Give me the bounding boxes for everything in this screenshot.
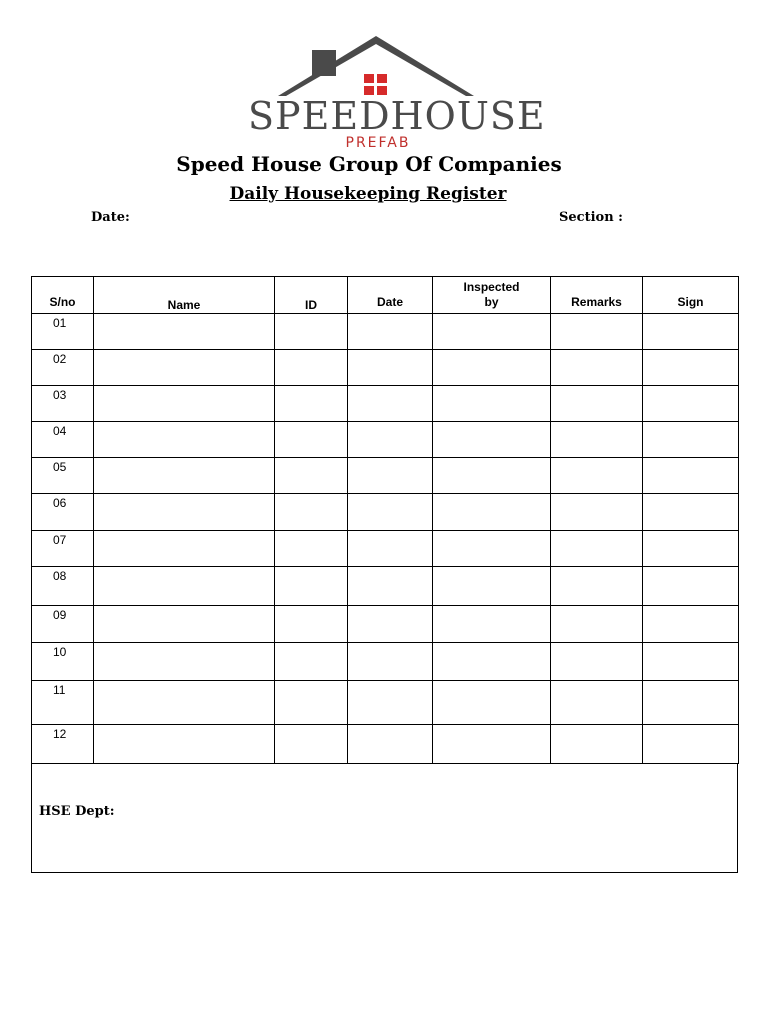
table-cell[interactable] (94, 386, 275, 422)
row-number: 03 (32, 386, 94, 422)
table-cell[interactable] (433, 643, 551, 681)
table-cell[interactable] (94, 458, 275, 494)
table-cell[interactable] (94, 725, 275, 764)
table-cell[interactable] (433, 458, 551, 494)
table-cell[interactable] (643, 681, 739, 725)
table-cell[interactable] (275, 386, 348, 422)
row-number: 12 (32, 725, 94, 764)
table-row (32, 725, 739, 764)
table-cell[interactable] (551, 494, 643, 531)
table-row (32, 531, 739, 567)
table-cell[interactable] (433, 422, 551, 458)
row-number: 02 (32, 350, 94, 386)
table-cell[interactable] (551, 422, 643, 458)
table-cell[interactable] (348, 350, 433, 386)
section-label: Section : (559, 210, 623, 225)
col-header-date: Date (348, 277, 433, 314)
table-cell[interactable] (643, 494, 739, 531)
table-cell[interactable] (94, 643, 275, 681)
table-cell[interactable] (348, 681, 433, 725)
brand-subtitle: PREFAB (345, 135, 411, 151)
table-cell[interactable] (275, 606, 348, 643)
col-header-sign: Sign (643, 277, 739, 314)
table-row (32, 494, 739, 531)
table-cell[interactable] (433, 567, 551, 606)
table-cell[interactable] (348, 422, 433, 458)
table-cell[interactable] (551, 350, 643, 386)
table-cell[interactable] (551, 531, 643, 567)
housekeeping-table (31, 276, 739, 764)
table-cell[interactable] (94, 531, 275, 567)
table-row (32, 643, 739, 681)
table-cell[interactable] (275, 531, 348, 567)
table-cell[interactable] (551, 725, 643, 764)
table-cell[interactable] (94, 422, 275, 458)
table-cell[interactable] (551, 606, 643, 643)
table-cell[interactable] (94, 314, 275, 350)
hse-footer (31, 763, 738, 873)
table-cell[interactable] (94, 494, 275, 531)
table-cell[interactable] (643, 458, 739, 494)
table-cell[interactable] (551, 643, 643, 681)
table-cell[interactable] (275, 350, 348, 386)
company-title: Speed House Group Of Companies (176, 152, 562, 176)
table-cell[interactable] (348, 725, 433, 764)
table-cell[interactable] (348, 643, 433, 681)
table-row (32, 458, 739, 494)
table-cell[interactable] (551, 458, 643, 494)
table-cell[interactable] (275, 643, 348, 681)
table-cell[interactable] (433, 606, 551, 643)
table-cell[interactable] (643, 725, 739, 764)
table-cell[interactable] (433, 681, 551, 725)
table-cell[interactable] (94, 350, 275, 386)
table-cell[interactable] (348, 458, 433, 494)
row-number: 06 (32, 494, 94, 531)
table-cell[interactable] (94, 606, 275, 643)
row-number: 01 (32, 314, 94, 350)
table-cell[interactable] (433, 725, 551, 764)
table-cell[interactable] (643, 422, 739, 458)
col-header-name: Name (94, 277, 275, 314)
col-header-remarks: Remarks (551, 277, 643, 314)
row-number: 04 (32, 422, 94, 458)
table-cell[interactable] (643, 567, 739, 606)
table-row (32, 386, 739, 422)
table-cell[interactable] (643, 643, 739, 681)
house-roof-icon (248, 34, 508, 98)
table-cell[interactable] (433, 531, 551, 567)
brand-name: SPEEDHOUSE (248, 94, 546, 138)
table-cell[interactable] (275, 458, 348, 494)
row-number: 08 (32, 567, 94, 606)
row-number: 09 (32, 606, 94, 643)
table-cell[interactable] (433, 494, 551, 531)
table-cell[interactable] (433, 314, 551, 350)
speedhouse-logo (248, 34, 546, 152)
row-number: 10 (32, 643, 94, 681)
table-cell[interactable] (643, 606, 739, 643)
table-cell[interactable] (643, 350, 739, 386)
table-cell[interactable] (551, 314, 643, 350)
table-cell[interactable] (551, 567, 643, 606)
table-cell[interactable] (275, 567, 348, 606)
table-row (32, 422, 739, 458)
date-label: Date: (91, 210, 130, 225)
table-cell[interactable] (348, 314, 433, 350)
col-header-sno: S/no (32, 277, 94, 314)
table-cell[interactable] (348, 494, 433, 531)
table-cell[interactable] (433, 350, 551, 386)
table-row (32, 567, 739, 606)
table-cell[interactable] (348, 531, 433, 567)
table-cell[interactable] (551, 681, 643, 725)
row-number: 07 (32, 531, 94, 567)
col-header-inspected-by: Inspected by (433, 277, 551, 314)
table-row (32, 681, 739, 725)
hse-dept-label: HSE Dept: (39, 804, 115, 819)
row-number: 11 (32, 681, 94, 725)
table-cell[interactable] (643, 314, 739, 350)
table-cell[interactable] (94, 681, 275, 725)
table-cell[interactable] (275, 494, 348, 531)
table-cell[interactable] (433, 386, 551, 422)
table-cell[interactable] (348, 567, 433, 606)
table-cell[interactable] (348, 386, 433, 422)
table-body (32, 314, 739, 764)
table-cell[interactable] (551, 386, 643, 422)
table-row (32, 350, 739, 386)
table-cell[interactable] (275, 314, 348, 350)
table-cell[interactable] (275, 681, 348, 725)
row-number: 05 (32, 458, 94, 494)
table-cell[interactable] (643, 386, 739, 422)
table-row (32, 606, 739, 643)
col-header-id: ID (275, 277, 348, 314)
table-cell[interactable] (275, 725, 348, 764)
table-cell[interactable] (275, 422, 348, 458)
table-cell[interactable] (348, 606, 433, 643)
table-cell[interactable] (94, 567, 275, 606)
register-title: Daily Housekeeping Register (229, 184, 507, 204)
table-row (32, 314, 739, 350)
table-cell[interactable] (643, 531, 739, 567)
